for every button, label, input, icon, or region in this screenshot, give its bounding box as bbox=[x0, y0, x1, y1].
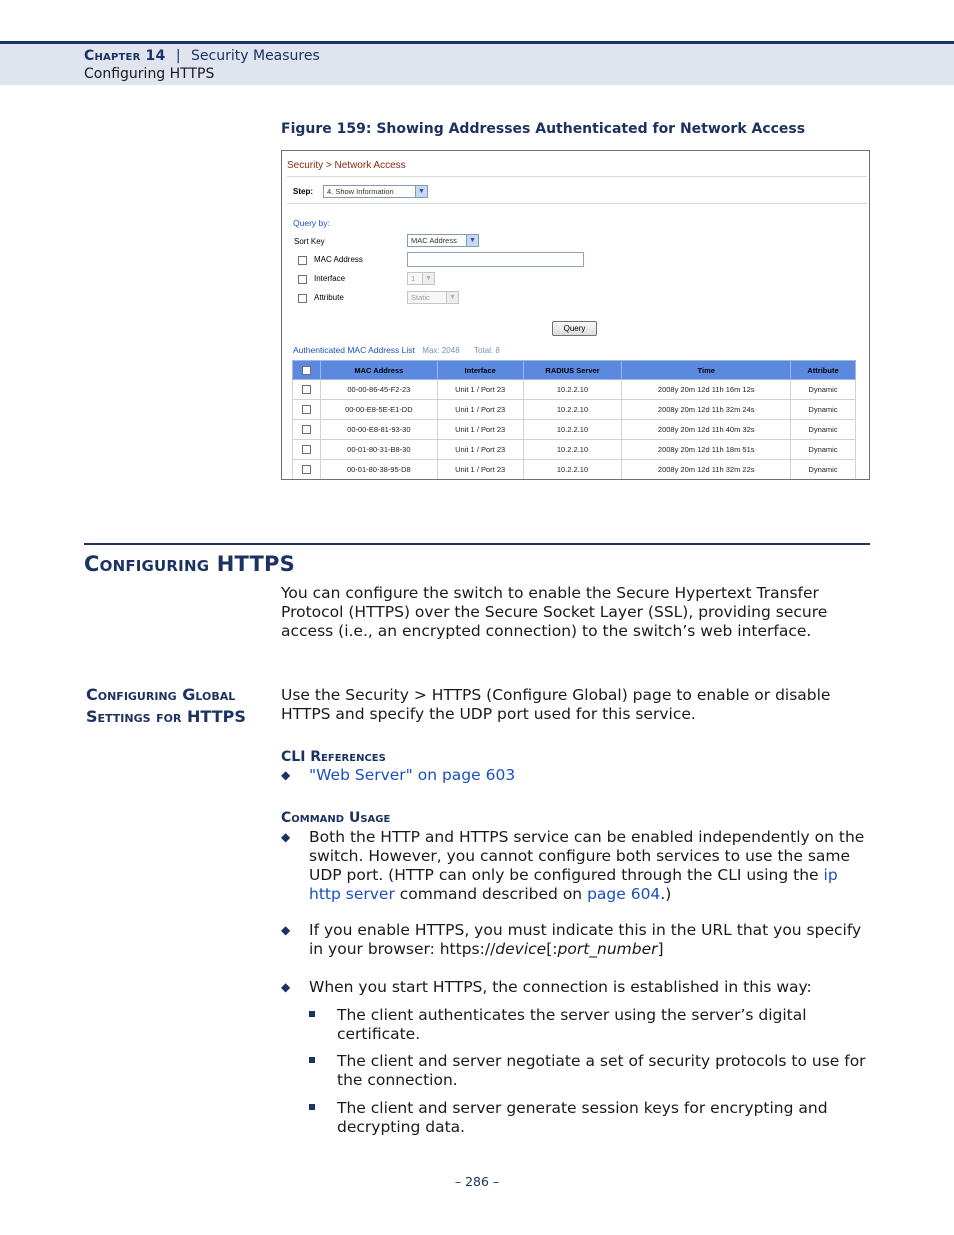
usage-item-2 bbox=[309, 921, 871, 959]
diamond-bullet-icon: ◆ bbox=[281, 830, 291, 844]
attribute-label: Attribute bbox=[314, 293, 344, 302]
divider bbox=[287, 203, 867, 204]
table-cell: 10.2.2.10 bbox=[523, 400, 622, 420]
figure-caption: Figure 159: Showing Addresses Authenticated for Network Access bbox=[281, 121, 806, 137]
sort-key-select[interactable] bbox=[407, 234, 479, 247]
page-604-link[interactable]: page 604 bbox=[587, 885, 661, 903]
attribute-select[interactable] bbox=[407, 291, 459, 304]
table-header-row bbox=[293, 361, 856, 380]
interface-label: Interface bbox=[314, 274, 346, 283]
breadcrumb: Security > Network Access bbox=[287, 160, 406, 171]
mac-address-table bbox=[292, 360, 856, 480]
table-cell: Unit 1 / Port 23 bbox=[437, 440, 523, 460]
list-max: Max: 2048 bbox=[422, 346, 460, 355]
select-all-cell[interactable] bbox=[293, 361, 321, 380]
table-cell: Unit 1 / Port 23 bbox=[437, 420, 523, 440]
table-cell: 2008y 20m 12d 11h 32m 22s bbox=[622, 460, 791, 480]
table-cell: 10.2.2.10 bbox=[523, 420, 622, 440]
subsection-title bbox=[86, 684, 270, 728]
step-label: Step: bbox=[293, 187, 313, 196]
mac-address-checkbox[interactable] bbox=[298, 256, 307, 265]
sort-key-value: MAC Address bbox=[411, 236, 457, 245]
table-cell: 10.2.2.10 bbox=[523, 460, 622, 480]
column-header: RADIUS Server bbox=[523, 361, 622, 380]
table-cell: 2008y 20m 12d 11h 16m 12s bbox=[622, 380, 791, 400]
usage-2-end: ] bbox=[657, 940, 664, 958]
usage-2-mid: [: bbox=[546, 940, 558, 958]
column-header: MAC Address bbox=[320, 361, 437, 380]
row-checkbox[interactable] bbox=[302, 445, 311, 454]
interface-select[interactable] bbox=[407, 272, 435, 285]
figure-screenshot bbox=[281, 150, 870, 480]
square-bullet-icon bbox=[309, 1104, 315, 1110]
table-cell: 2008y 20m 12d 11h 32m 24s bbox=[622, 400, 791, 420]
row-checkbox[interactable] bbox=[302, 385, 311, 394]
running-header bbox=[0, 41, 954, 85]
usage-item-3: When you start HTTPS, the connection is established in this way: bbox=[309, 978, 812, 996]
usage-1-text-mid: command described on bbox=[394, 885, 588, 903]
column-header: Attribute bbox=[791, 361, 856, 380]
section-rule bbox=[84, 543, 870, 545]
list-title-line bbox=[293, 345, 500, 355]
attribute-checkbox[interactable] bbox=[298, 294, 307, 303]
attribute-select-value: Static bbox=[411, 293, 430, 302]
table-cell: 00-01-80-38-95-D8 bbox=[320, 460, 437, 480]
table-row bbox=[293, 380, 856, 400]
row-checkbox-cell[interactable] bbox=[293, 460, 321, 480]
table-cell: Dynamic bbox=[791, 380, 856, 400]
usage-1-text: Both the HTTP and HTTPS service can be enabled independently on the switch. However, you cannot configure both services to use the same UDP port. (HTTP can only be configured through the CLI using the bbox=[309, 828, 865, 884]
sort-key-label: Sort Key bbox=[294, 237, 325, 246]
section-intro: You can configure the switch to enable the Secure Hypertext Transfer Protocol (HTTPS) over the Secure Socket Layer (SSL), providing secure access (i.e., an encrypted connection) to the switch’s web interface. bbox=[281, 584, 828, 640]
table-cell: Dynamic bbox=[791, 420, 856, 440]
interface-select-value: 1 bbox=[411, 274, 416, 283]
row-checkbox[interactable] bbox=[302, 425, 311, 434]
chevron-down-icon: ▼ bbox=[466, 235, 478, 246]
table-row bbox=[293, 400, 856, 420]
page-number: – 286 – bbox=[454, 1174, 500, 1189]
table-cell: 00-00-86-45-F2-23 bbox=[320, 380, 437, 400]
handshake-step: The client and server generate session keys for encrypting and decrypting data. bbox=[337, 1099, 828, 1136]
chevron-down-icon: ▼ bbox=[446, 292, 458, 303]
list-total: Total: 8 bbox=[474, 346, 500, 355]
table-cell: Unit 1 / Port 23 bbox=[437, 380, 523, 400]
usage-1-text-end: .) bbox=[660, 885, 672, 903]
row-checkbox-cell[interactable] bbox=[293, 380, 321, 400]
table-row bbox=[293, 420, 856, 440]
chevron-down-icon: ▼ bbox=[415, 186, 427, 197]
column-header: Interface bbox=[437, 361, 523, 380]
table-cell: 2008y 20m 12d 11h 18m 51s bbox=[622, 440, 791, 460]
command-usage-heading: Command Usage bbox=[281, 810, 391, 826]
interface-checkbox[interactable] bbox=[298, 275, 307, 284]
header-chapter-line bbox=[84, 48, 320, 64]
list-title: Authenticated MAC Address List bbox=[293, 345, 415, 355]
usage-2-device: device bbox=[495, 940, 547, 958]
table-cell: Dynamic bbox=[791, 440, 856, 460]
handshake-step: The client and server negotiate a set of security protocols to use for the connection. bbox=[337, 1052, 866, 1089]
usage-2-port: port_number bbox=[557, 940, 658, 958]
chapter-title: Security Measures bbox=[191, 48, 320, 64]
mac-address-label: MAC Address bbox=[314, 255, 363, 264]
table-cell: Unit 1 / Port 23 bbox=[437, 400, 523, 420]
row-checkbox[interactable] bbox=[302, 465, 311, 474]
row-checkbox-cell[interactable] bbox=[293, 400, 321, 420]
subsection-title-line2: Settings for HTTPS bbox=[86, 707, 246, 726]
chevron-down-icon: ▼ bbox=[422, 273, 434, 284]
cli-references-heading: CLI References bbox=[281, 749, 386, 765]
step-select-value: 4. Show Information bbox=[327, 187, 394, 196]
header-separator: | bbox=[175, 48, 181, 64]
row-checkbox-cell[interactable] bbox=[293, 440, 321, 460]
chapter-label: Chapter 14 bbox=[84, 48, 166, 64]
table-cell: 00-00-E8-81-93-30 bbox=[320, 420, 437, 440]
subsection-intro: Use the Security > HTTPS (Configure Global) page to enable or disable HTTPS and specify the UDP port used for this service. bbox=[281, 686, 831, 723]
subsection-title-line1: Configuring Global bbox=[86, 685, 236, 704]
step-select[interactable] bbox=[323, 185, 428, 198]
table-row bbox=[293, 460, 856, 480]
table-cell: Dynamic bbox=[791, 460, 856, 480]
table-cell: 10.2.2.10 bbox=[523, 440, 622, 460]
table-cell: 00-00-E8-5E-E1-DD bbox=[320, 400, 437, 420]
row-checkbox-cell[interactable] bbox=[293, 420, 321, 440]
select-all-checkbox[interactable] bbox=[302, 366, 311, 375]
handshake-step: The client authenticates the server using the server’s digital certificate. bbox=[337, 1006, 807, 1043]
diamond-bullet-icon: ◆ bbox=[281, 980, 291, 994]
table-cell: Dynamic bbox=[791, 400, 856, 420]
table-row bbox=[293, 440, 856, 460]
usage-item-1 bbox=[309, 828, 871, 904]
diamond-bullet-icon: ◆ bbox=[281, 923, 291, 937]
column-header: Time bbox=[622, 361, 791, 380]
mac-address-input[interactable] bbox=[407, 252, 584, 267]
table-cell: Unit 1 / Port 23 bbox=[437, 460, 523, 480]
row-checkbox[interactable] bbox=[302, 405, 311, 414]
query-by-label: Query by: bbox=[293, 218, 330, 228]
table-cell: 10.2.2.10 bbox=[523, 380, 622, 400]
table-cell: 2008y 20m 12d 11h 40m 32s bbox=[622, 420, 791, 440]
usage-2-text: If you enable HTTPS, you must indicate this in the URL that you specify in your browser: https:// bbox=[309, 921, 862, 958]
cli-reference-link[interactable]: "Web Server" on page 603 bbox=[309, 766, 516, 784]
square-bullet-icon bbox=[309, 1057, 315, 1063]
header-section: Configuring HTTPS bbox=[84, 66, 215, 82]
square-bullet-icon bbox=[309, 1011, 315, 1017]
query-button[interactable]: Query bbox=[552, 321, 597, 336]
table-cell: 00-01-80-31-B8-30 bbox=[320, 440, 437, 460]
section-title: Configuring HTTPS bbox=[84, 552, 295, 576]
diamond-bullet-icon: ◆ bbox=[281, 768, 291, 782]
divider bbox=[287, 176, 867, 177]
ip-http-server-link[interactable]: ip http server bbox=[309, 866, 838, 903]
